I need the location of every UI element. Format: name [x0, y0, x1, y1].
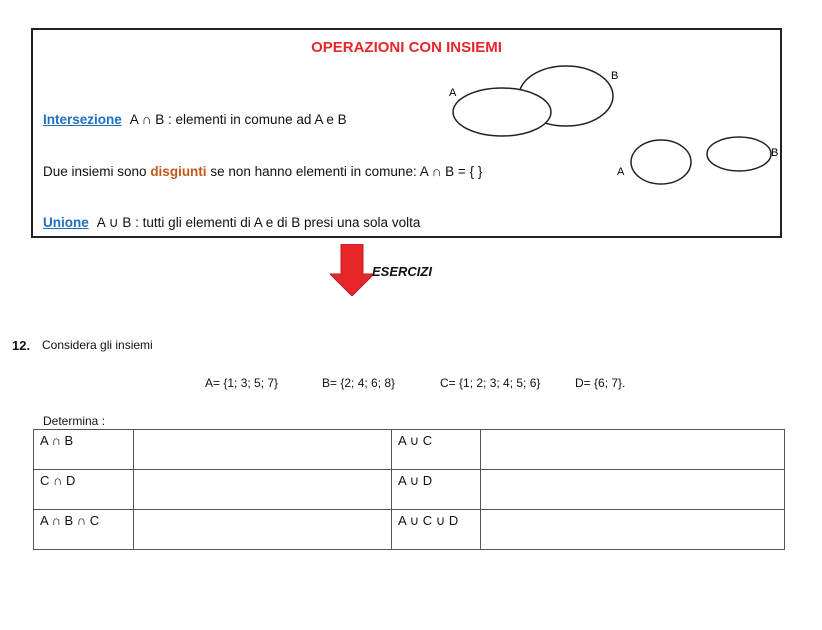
disjoint-label-a: A [617, 166, 625, 178]
set-b: B= {2; 4; 6; 8} [322, 376, 396, 390]
table-row [34, 430, 785, 470]
table-row [34, 470, 785, 510]
venn-label-b: B [611, 70, 619, 82]
exercise-number: 12. [12, 338, 31, 353]
disjoint-set-a-ellipse [631, 140, 691, 184]
venn-label-a: A [449, 87, 457, 99]
venn-diagrams [33, 30, 780, 236]
intersection-desc: : elementi in comune ad A e B [168, 112, 347, 127]
operation-cell: A ∩ B ∩ C [34, 510, 134, 550]
disjoint-venn [617, 137, 778, 184]
box-title: OPERAZIONI CON INSIEMI [311, 39, 502, 56]
disjoint-term: disgiunti [150, 164, 207, 179]
definitions-box [31, 28, 782, 238]
set-c: C= {1; 2; 3; 4; 5; 6} [440, 376, 541, 390]
operation-cell: A ∩ B [34, 430, 134, 470]
disjoint-before: Due insiemi sono [43, 164, 151, 179]
intersection-term: Intersezione [43, 112, 122, 127]
operation-cell: A ∪ C ∪ D [392, 510, 481, 550]
disjoint-label-b: B [771, 147, 779, 159]
determine-label: Determina : [43, 414, 106, 428]
answer-table [33, 429, 785, 550]
esercizi-label: ESERCIZI [372, 264, 432, 279]
overlapping-venn [449, 66, 618, 136]
union-formula: A ∪ B [96, 215, 132, 230]
operation-cell: A ∪ D [392, 470, 481, 510]
union-term: Unione [43, 215, 89, 230]
answer-cell[interactable] [481, 470, 785, 510]
set-a: A= {1; 3; 5; 7} [205, 376, 279, 390]
answer-cell[interactable] [134, 430, 392, 470]
operation-cell: C ∩ D [34, 470, 134, 510]
table-row [34, 510, 785, 550]
venn-set-a-ellipse [453, 88, 551, 136]
set-d: D= {6; 7}. [575, 376, 626, 390]
disjoint-set-b-ellipse [707, 137, 771, 171]
answer-cell[interactable] [481, 510, 785, 550]
intersection-formula: A ∩ B [129, 112, 165, 127]
answer-cell[interactable] [134, 470, 392, 510]
exercise-prompt: Considera gli insiemi [42, 338, 153, 352]
union-desc: : tutti gli elementi di A e di B presi una sola volta [135, 215, 421, 230]
down-arrow-icon [330, 244, 374, 296]
answer-cell[interactable] [134, 510, 392, 550]
operation-cell: A ∪ C [392, 430, 481, 470]
disjoint-after: se non hanno elementi in comune: A ∩ B = { } [206, 164, 483, 179]
answer-cell[interactable] [481, 430, 785, 470]
